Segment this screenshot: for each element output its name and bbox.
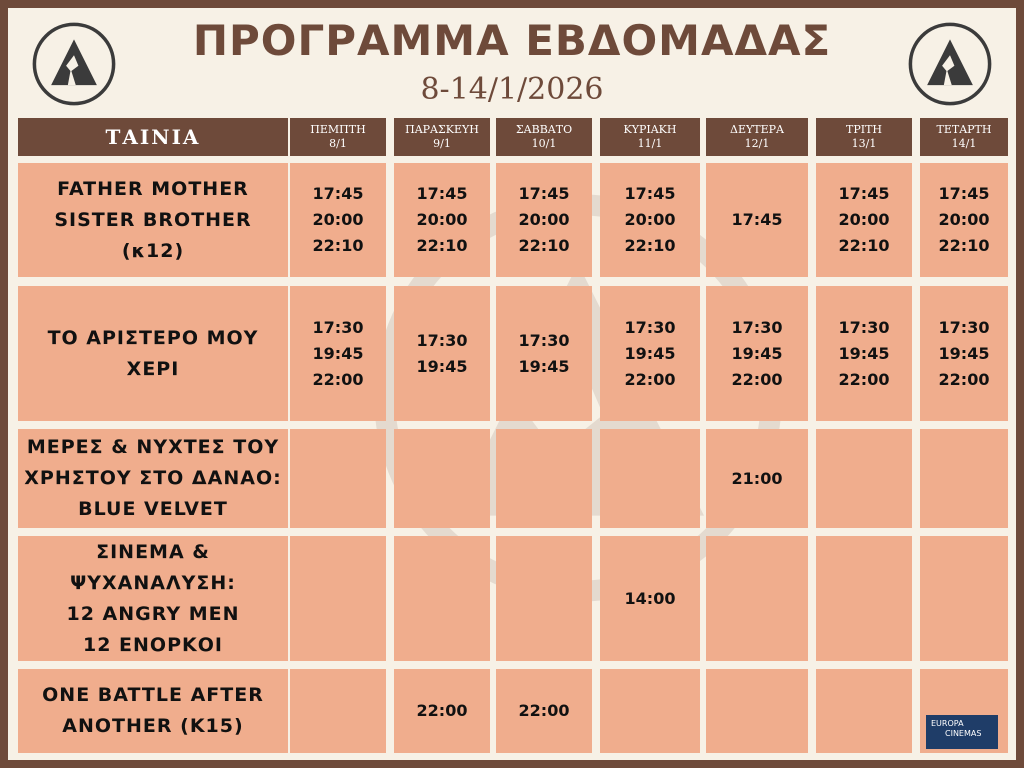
day-name: ΔΕΥΤΕΡΑ [730, 123, 784, 136]
badge-line-1: EUROPA [931, 719, 964, 728]
europa-cinemas-badge [926, 715, 998, 749]
showtime-cell [706, 669, 808, 753]
showtime: 17:30 [838, 317, 890, 337]
showtime-cell [816, 163, 912, 277]
showtime: 20:00 [624, 210, 676, 229]
film-title: ΣΙΝΕΜΑ & ΨΥΧΑΝΑΛΥΣΗ: 12 ANGRY MEN 12 ΕΝΟΡΚΟΙ [66, 540, 240, 656]
showtime-cell [496, 286, 592, 421]
showtime-cell [496, 163, 592, 277]
day-date: 8/1 [329, 137, 347, 150]
showtime-cell [600, 163, 700, 277]
showtime: 17:30 [624, 317, 676, 337]
showtime-cell [600, 286, 700, 421]
showtime: 22:10 [838, 236, 890, 255]
showtime-cell [290, 536, 386, 661]
showtime: 20:00 [518, 210, 570, 229]
showtime: 20:00 [416, 210, 468, 229]
showtime-cell [706, 429, 808, 528]
showtime: 17:45 [312, 184, 364, 203]
showtime-cell [920, 163, 1008, 277]
showtime: 17:30 [938, 317, 990, 337]
day-date: 13/1 [851, 137, 877, 150]
showtime-cell [496, 429, 592, 528]
showtime: 22:10 [312, 236, 364, 255]
day-name: ΤΕΤΑΡΤΗ [936, 123, 992, 136]
showtime-cell [290, 669, 386, 753]
showtime: 22:00 [312, 369, 364, 389]
film-cell [18, 429, 288, 528]
showtime-cell [394, 429, 490, 528]
showtime-cell [496, 536, 592, 661]
showtime: 19:45 [938, 343, 990, 363]
showtime: 22:00 [838, 369, 890, 389]
showtime-cell [706, 536, 808, 661]
day-date: 11/1 [637, 137, 663, 150]
schedule-poster [8, 8, 1016, 760]
showtime: 22:10 [624, 236, 676, 255]
showtime-cell [394, 286, 490, 421]
showtime: 19:45 [416, 356, 468, 376]
showtime: 17:45 [838, 184, 890, 203]
showtime: 19:45 [731, 343, 783, 363]
showtime: 22:00 [416, 701, 468, 720]
showtime-cell [394, 669, 490, 753]
film-cell [18, 669, 288, 753]
showtime: 22:00 [518, 701, 570, 720]
day-date: 14/1 [951, 137, 977, 150]
showtime-cell [706, 286, 808, 421]
showtime-cell [394, 163, 490, 277]
day-date: 9/1 [433, 137, 451, 150]
showtime: 22:00 [938, 369, 990, 389]
showtime: 17:30 [518, 330, 570, 350]
film-cell [18, 163, 288, 277]
film-title: ΜΕΡΕΣ & ΝΥΧΤΕΣ ΤΟΥ ΧΡΗΣΤΟΥ ΣΤΟ ΔΑΝΑΟ: BLUE VELVET [24, 436, 282, 520]
day-name: ΤΡΙΤΗ [845, 123, 882, 136]
film-title: ΤΟ ΑΡΙΣΤΕΡΟ ΜΟΥ ΧΕΡΙ [47, 326, 259, 380]
film-column-header: ΤΑΙΝΙΑ [18, 118, 288, 156]
film-title: FATHER MOTHER SISTER BROTHER (κ12) [54, 177, 252, 262]
date-range: 8-14/1/2026 [420, 72, 604, 107]
showtime: 17:30 [731, 317, 783, 337]
day-name: ΠΕΜΠΤΗ [310, 123, 366, 136]
day-header [290, 118, 386, 156]
showtime: 17:45 [624, 184, 676, 203]
showtime: 22:00 [731, 369, 783, 389]
showtime: 22:10 [416, 236, 468, 255]
showtime: 19:45 [312, 343, 364, 363]
showtime: 17:30 [416, 330, 468, 350]
showtime: 19:45 [518, 356, 570, 376]
page-title: ΠΡΟΓΡΑΜΜΑ ΕΒΔΟΜΑΔΑΣ [192, 16, 832, 65]
showtime: 20:00 [938, 210, 990, 229]
day-date: 10/1 [531, 137, 557, 150]
showtime-cell [920, 429, 1008, 528]
showtime: 14:00 [624, 588, 676, 608]
showtime: 21:00 [731, 468, 783, 488]
showtime-cell [816, 669, 912, 753]
film-title: ONE BATTLE AFTER ANOTHER (K15) [42, 684, 264, 737]
showtime-cell [600, 669, 700, 753]
showtime-cell [496, 669, 592, 753]
showtime-cell [816, 429, 912, 528]
showtime-cell [706, 163, 808, 277]
day-header [706, 118, 808, 156]
showtime: 20:00 [838, 210, 890, 229]
showtime-cell [394, 536, 490, 661]
showtime: 22:10 [518, 236, 570, 255]
showtime: 22:00 [624, 369, 676, 389]
showtime: 17:45 [938, 184, 990, 203]
day-header [920, 118, 1008, 156]
showtime: 19:45 [838, 343, 890, 363]
day-header [496, 118, 592, 156]
showtime-cell [920, 536, 1008, 661]
showtime: 17:30 [312, 317, 364, 337]
day-header [600, 118, 700, 156]
day-header [394, 118, 490, 156]
day-name: ΣΑΒΒΑΤΟ [515, 123, 573, 136]
showtime: 20:00 [312, 210, 364, 229]
showtime-cell [600, 536, 700, 661]
showtime: 22:10 [938, 236, 990, 255]
showtime-cell [600, 429, 700, 528]
showtime-cell [290, 286, 386, 421]
showtime-cell [816, 286, 912, 421]
showtime: 19:45 [624, 343, 676, 363]
showtime-cell [920, 286, 1008, 421]
film-cell [18, 536, 288, 661]
showtime: 17:45 [416, 184, 468, 203]
showtime-cell [816, 536, 912, 661]
showtime-cell [290, 429, 386, 528]
day-date: 12/1 [744, 137, 770, 150]
day-header [816, 118, 912, 156]
badge-line-2: CINEMAS [945, 729, 982, 738]
film-cell [18, 286, 288, 421]
day-name: ΚΥΡΙΑΚΗ [623, 123, 677, 136]
day-name: ΠΑΡΑΣΚΕΥΗ [405, 123, 479, 136]
showtime: 17:45 [731, 210, 783, 229]
showtime-cell [290, 163, 386, 277]
showtime: 17:45 [518, 184, 570, 203]
